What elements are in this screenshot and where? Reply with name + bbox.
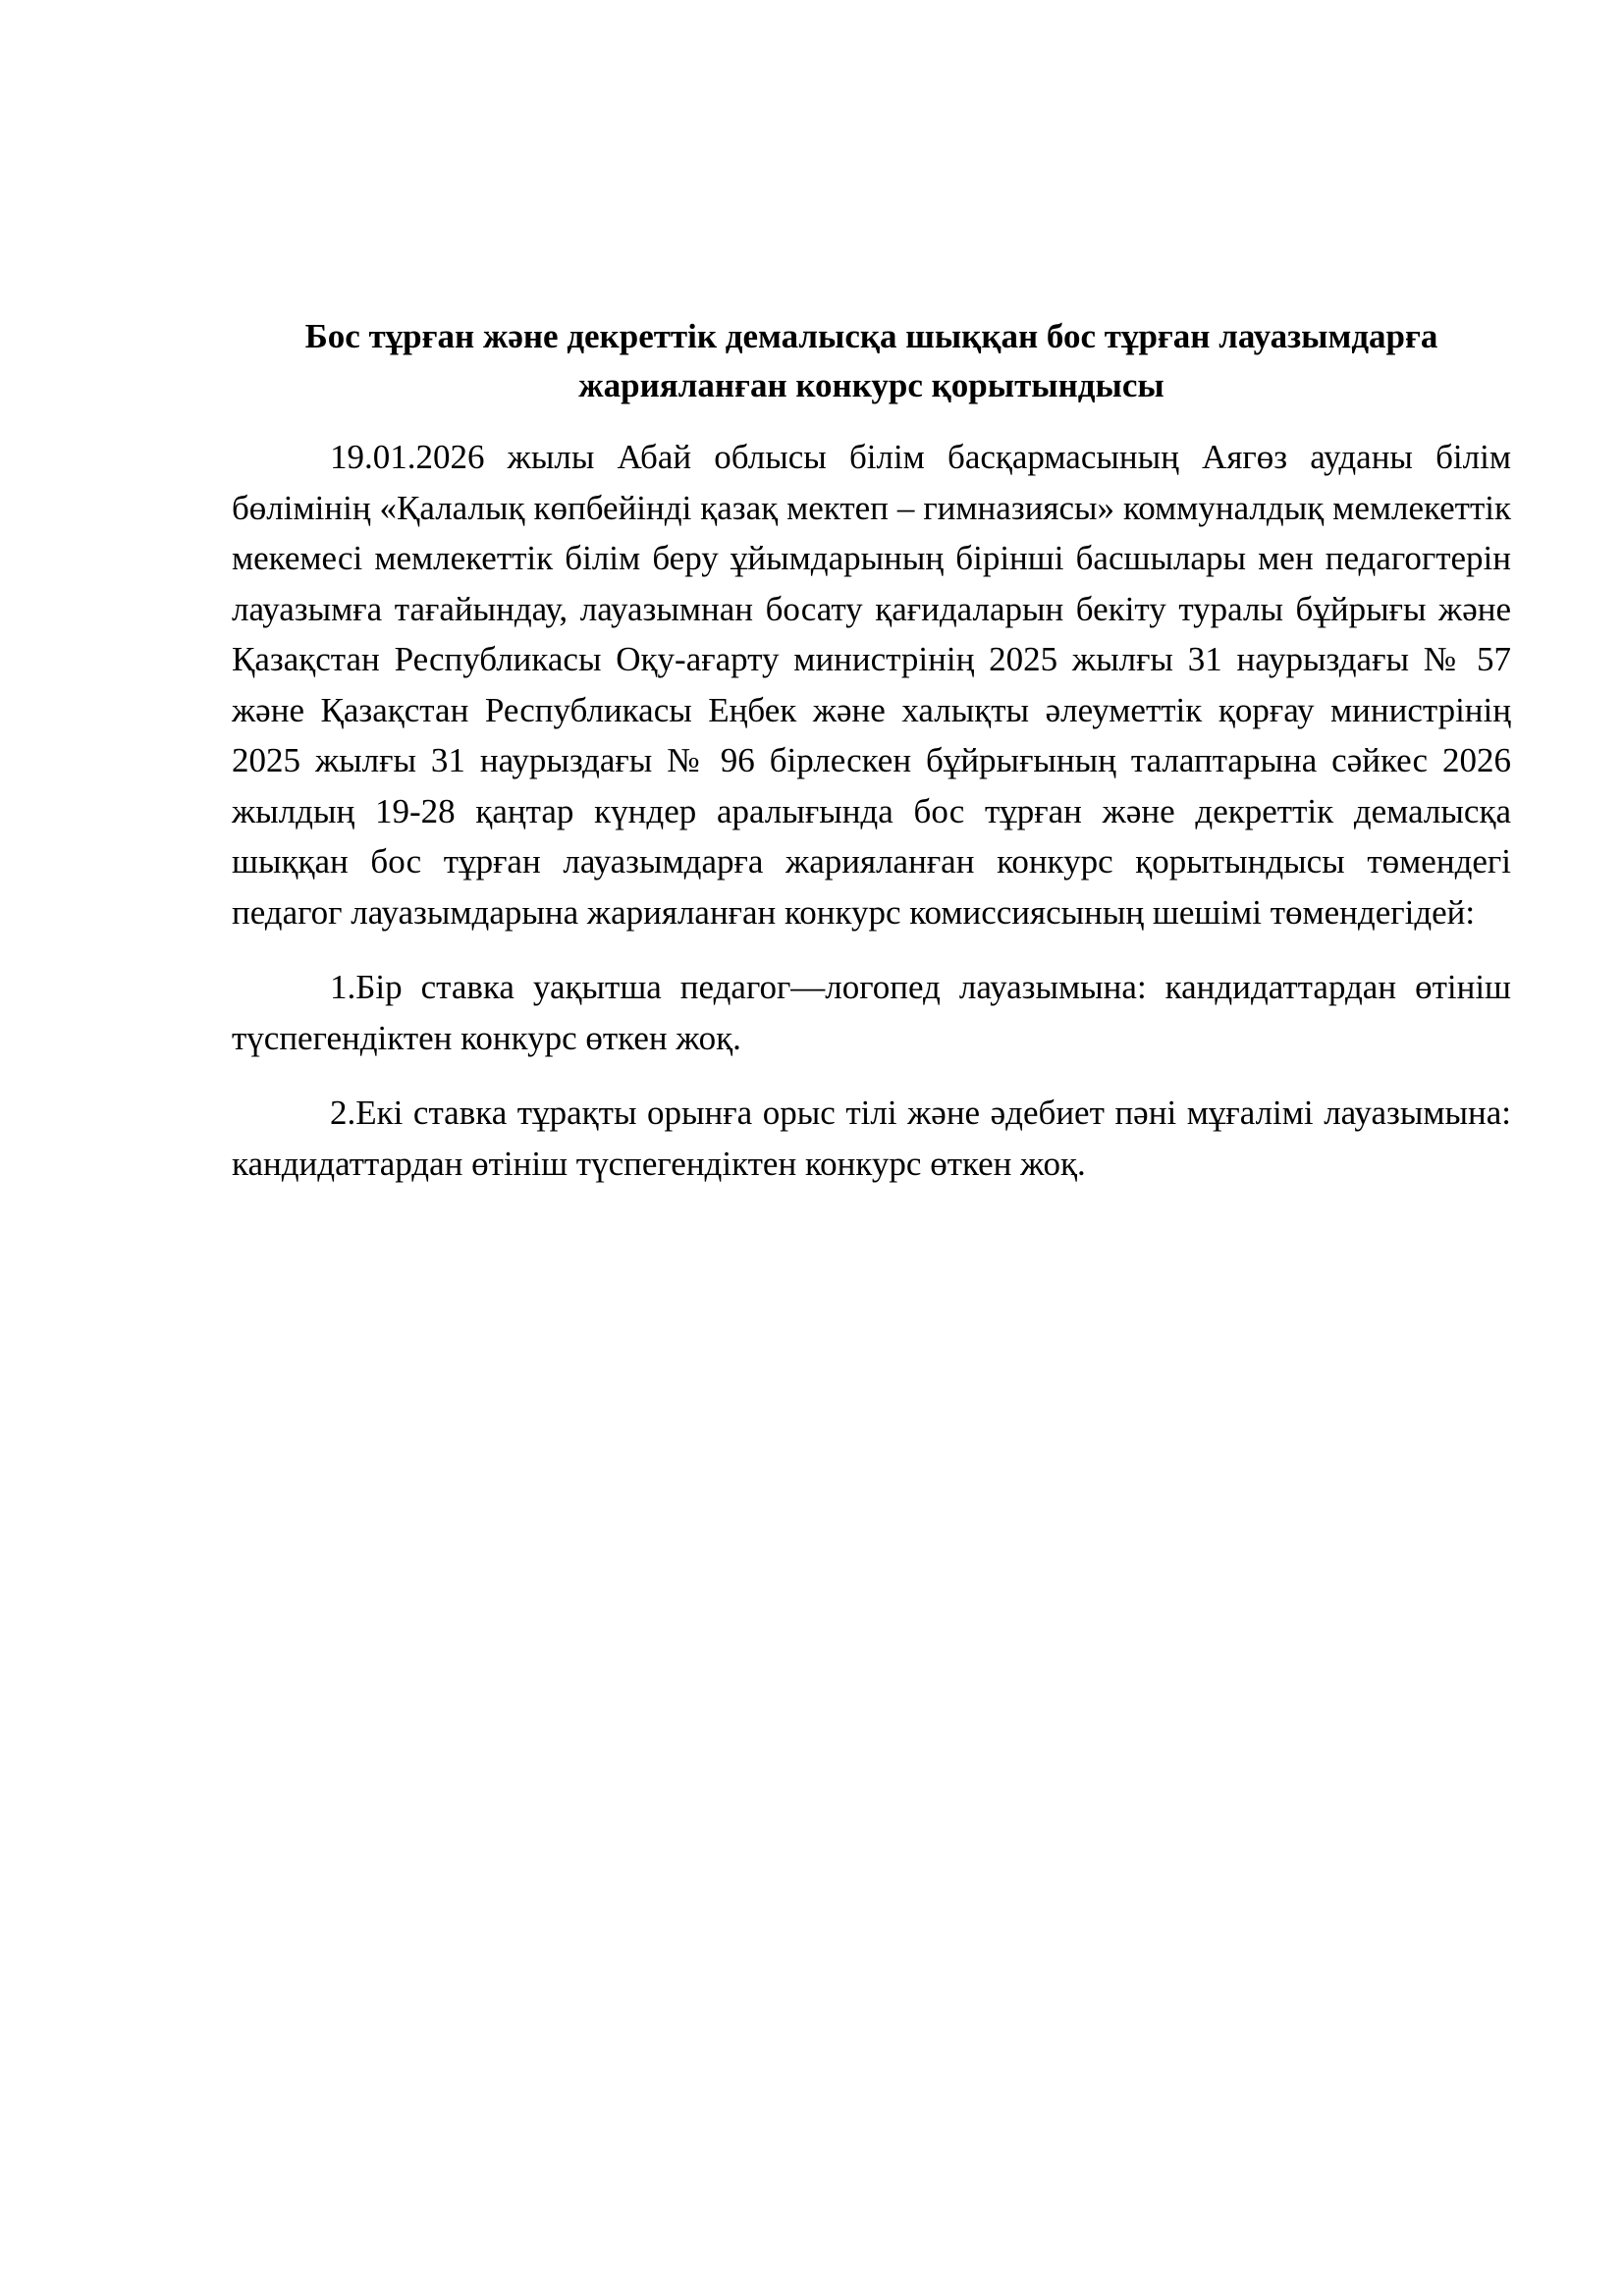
intro-paragraph: 19.01.2026 жылы Абай облысы білім басқармасының Аягөз ауданы білім бөлімінің «Қалалық көпбейінді қазақ мектеп – гимназиясы» коммуналдық мемлекеттік мекемесі мемлекеттік білім беру ұйымдарының бірінші басшылары мен педагогтерін лауазымға тағайындау, лауазымнан босату қағидаларын бекіту туралы бұйрығы және Қазақстан Республикасы Оқу-ағарту министрінің 2025 жылғы 31 наурыздағы № 57 және Қазақстан Республикасы Еңбек және халықты әлеуметтік қорғау министрінің 2025 жылғы 31 наурыздағы № 96 бірлескен бұйрығының талаптарына сәйкес 2026 жылдың 19-28 қаңтар күндер аралығында бос тұрған және декреттік демалысқа шыққан бос тұрған лауазымдарға жарияланған конкурс қорытындысы төмендегі педагог лауазымдарына жарияланған конкурс комиссиясының шешімі төмендегідей: bbox=[232, 438, 1511, 932]
title-line-2: жарияланған конкурс қорытындысы bbox=[578, 366, 1164, 404]
document-title bbox=[232, 312, 1511, 410]
title-line-1: Бос тұрған және декреттік демалысқа шыққан бос тұрған лауазымдарға bbox=[304, 317, 1438, 355]
result-item-2: 2.Екі ставка тұрақты орынға орыс тілі және әдебиет пәні мұғалімі лауазымына: кандидаттардан өтініш түспегендіктен конкурс өткен жоқ. bbox=[232, 1094, 1511, 1183]
document-body bbox=[232, 312, 1511, 1189]
result-item-1: 1.Бір ставка уақытша педагог—логопед лауазымына: кандидаттардан өтініш түспегендіктен конкурс өткен жоқ. bbox=[232, 968, 1511, 1057]
